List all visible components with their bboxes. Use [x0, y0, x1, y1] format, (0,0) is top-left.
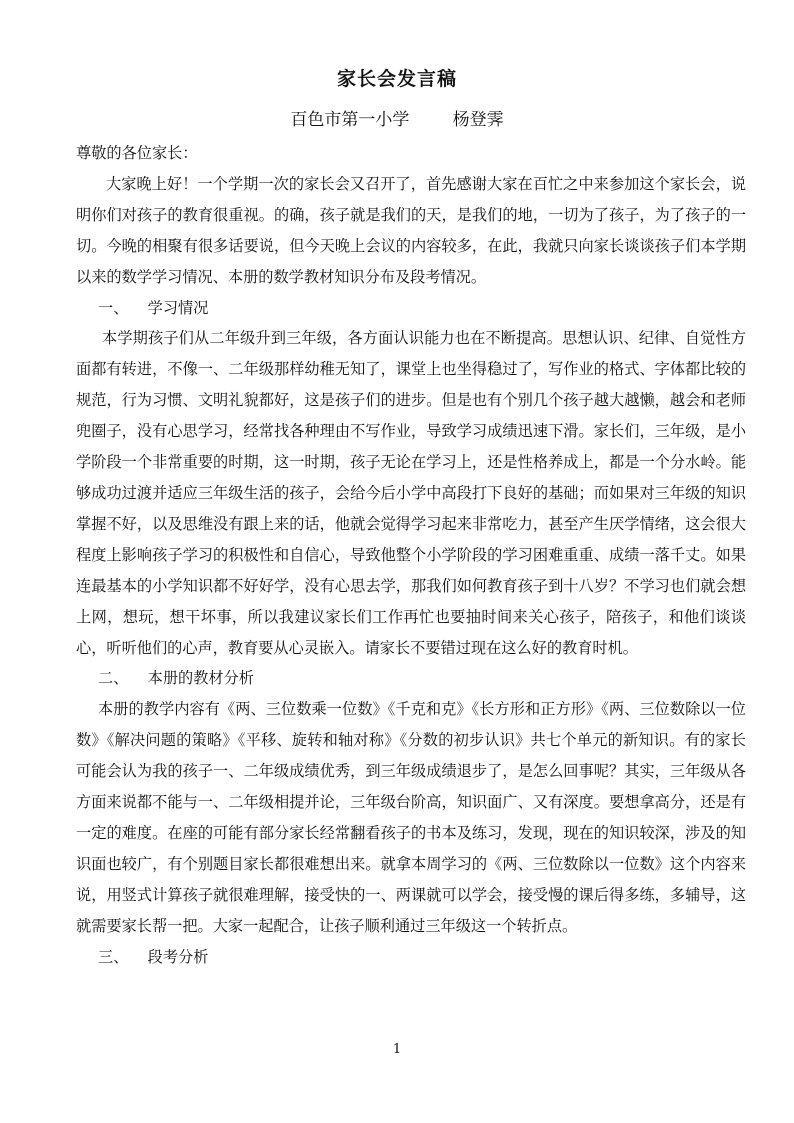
section-paragraph-1: 本学期孩子们从二年级升到三年级，各方面认识能力也在不断提高。思想认识、纪律、自觉性方面都有转进，不像一、二年级那样幼稚无知了，课堂上也坐得稳过了，写作业的格式、字体都比较的规范，行为习惯、文明礼貌都好，这是孩子们的进步。但是也有个别几个孩子越大越懒，越会和老师兜圈子，没有心思学习，经常找各种理由不写作业，导致学习成绩迅速下滑。家长们，三年级，是小学阶段一个非常重要的时期，这一时期，孩子无论在学习上，还是性格养成上，都是一个分水岭。能够成功过渡并适应三年级生活的孩子，会给今后小学中高段打下良好的基础；而如果对三年级的知识掌握不好，以及思维没有跟上来的话，他就会觉得学习起来非常吃力，甚至产生厌学情绪，这会很大程度上影响孩子学习的积极性和自信心，导致他整个小学阶段的学习困难重重、成绩一落千丈。如果连最基本的小学知识都不好好学，没有心思去学，那我们如何教育孩子到十八岁？不学习也们就会想上网，想玩，想干坏事，所以我建议家长们工作再忙也要抽时间来关心孩子，陪孩子，和他们谈谈心，听听他们的心声，教育要从心灵嵌入。请家长不要错过现在这么好的教育时机。 [76, 329, 746, 657]
section-heading-1: 一、 学习情况 [98, 298, 209, 317]
page-number: 1 [392, 1042, 402, 1057]
section-paragraph-2: 本册的教学内容有《两、三位数乘一位数》《千克和克》《长方形和正方形》《两、三位数除以一位数》《解决问题的策略》《平移、旋转和轴对称》《分数的初步认识》共七个单元的新知识。有的家长可能会认为我的孩子一、二年级成绩优秀，到三年级成绩退步了，是怎么回事呢？其实，三年级从各方面来说都不能与一、二年级相提并论，三年级台阶高，知识面广、又有深度。要想拿高分，还是有一定的难度。在座的可能有部分家长经常翻看孩子的书本及练习，发现，现在的知识较深，涉及的知识面也较广，有个别题目家长都很难想出来。就拿本周学习的《两、三位数除以一位数》这个内容来说，用竖式计算孩子就很难理解，接受快的一、两课就可以学会，接受慢的课后得多练，多辅导，这就需要家长帮一把。大家一起配合，让孩子顺利通过三年级这一个转折点。 [76, 700, 746, 935]
author-byline: 百色市第一小学 杨登霁 [290, 110, 504, 130]
salutation: 尊敬的各位家长： [76, 144, 198, 162]
document-title: 家长会发言稿 [336, 68, 457, 90]
document-body [76, 138, 746, 972]
section-heading-3: 三、 段考分析 [98, 947, 209, 966]
intro-paragraph: 大家晚上好！一个学期一次的家长会又召开了，首先感谢大家在百忙之中来参加这个家长会，说明你们对孩子的教育很重视。的确，孩子就是我们的天，是我们的地，一切为了孩子，为了孩子的一切。今晚的相聚有很多话要说，但今天晚上会议的内容较多，在此，我就只向家长谈谈孩子们本学期以来的数学学习情况、本册的数学教材知识分布及段考情况。 [76, 174, 746, 286]
section-heading-2: 二、 本册的教材分析 [98, 669, 254, 688]
